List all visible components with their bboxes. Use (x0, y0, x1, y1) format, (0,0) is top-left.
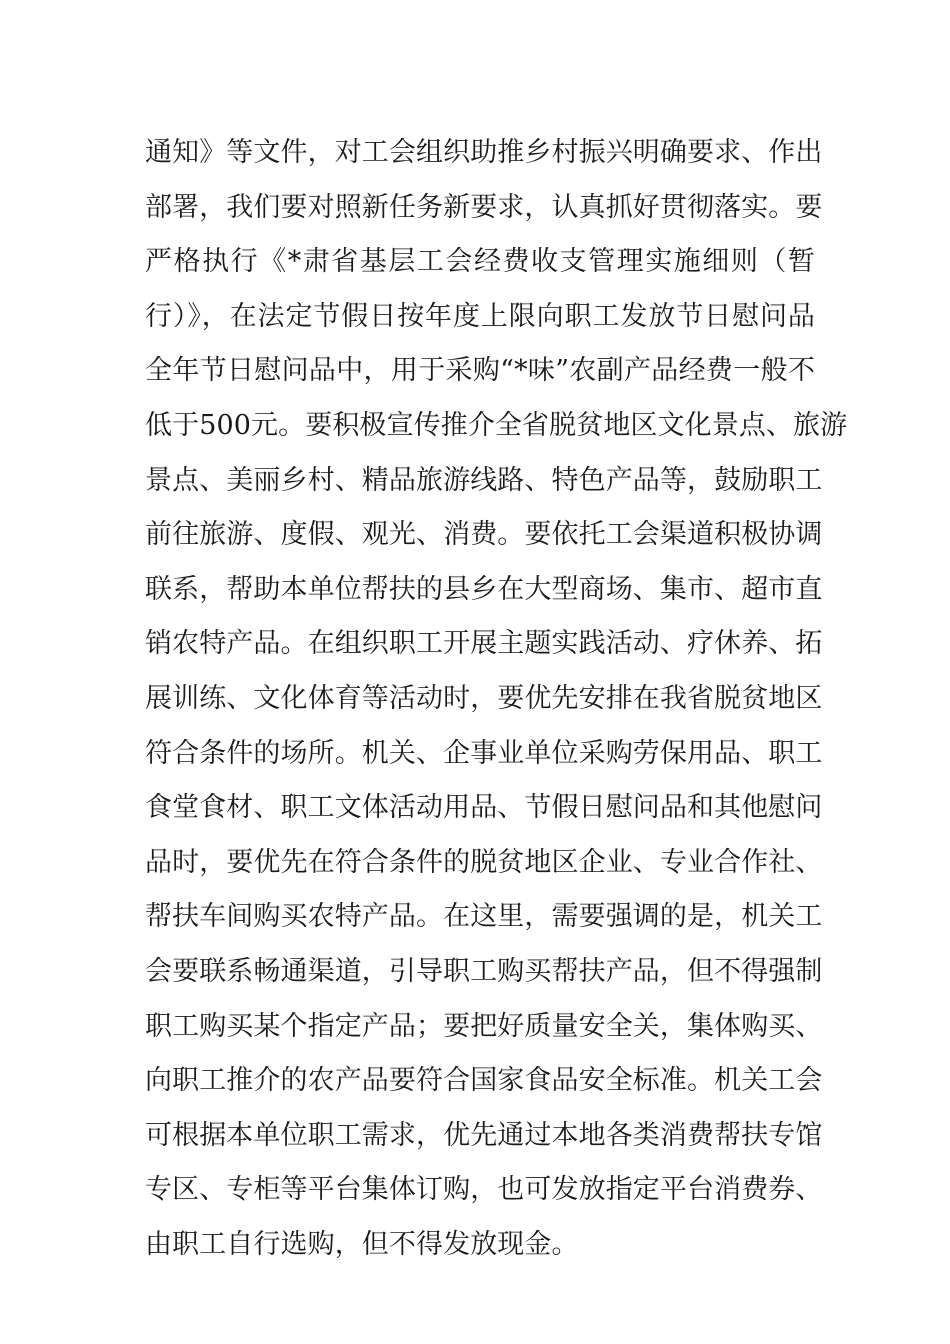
text-line-last: 由职工自行选购，但不得发放现金。 (145, 1228, 579, 1260)
text-line: 通知》等文件，对工会组织助推乡村振兴明确要求、作出 (145, 137, 823, 168)
text-line: 帮扶车间购买农特产品。在这里，需要强调的是，机关工 (145, 901, 823, 933)
text-line: 前往旅游、度假、观光、消费。要依托工会渠道积极协调 (145, 519, 823, 551)
text-line: 职工购买某个指定产品；要把好质量安全关，集体购买、 (145, 1010, 823, 1042)
text-line: 部署，我们要对照新任务新要求，认真抓好贯彻落实。要 (145, 191, 823, 223)
body-paragraph (145, 126, 848, 1272)
text-line: 会要联系畅通渠道，引导职工购买帮扶产品，但不得强制 (145, 955, 823, 987)
text-line: 展训练、文化体育等活动时，要优先安排在我省脱贫地区 (145, 682, 823, 714)
text-line: 向职工推介的农产品要符合国家食品安全标准。机关工会 (145, 1065, 823, 1097)
text-line: 严格执行《*肃省基层工会经费收支管理实施细则（暂 (145, 246, 815, 278)
text-line: 品时，要优先在符合条件的脱贫地区企业、专业合作社、 (145, 846, 823, 878)
text-line: 符合条件的场所。机关、企事业单位采购劳保用品、职工 (145, 737, 823, 769)
text-line: 可根据本单位职工需求，优先通过本地各类消费帮扶专馆 (145, 1119, 823, 1151)
text-line: 景点、美丽乡村、精品旅游线路、特色产品等，鼓励职工 (145, 464, 823, 496)
text-line: 全年节日慰问品中，用于采购“*味”农副产品经费一般不 (145, 355, 815, 387)
text-line: 联系，帮助本单位帮扶的县乡在大型商场、集市、超市直 (145, 573, 823, 605)
text-line: 食堂食材、职工文体活动用品、节假日慰问品和其他慰问 (145, 792, 823, 824)
text-line: 行）》，在法定节假日按年度上限向职工发放节日慰问品 (145, 300, 815, 332)
text-line: 专区、专柜等平台集体订购，也可发放指定平台消费券、 (145, 1174, 823, 1206)
text-line: 销农特产品。在组织职工开展主题实践活动、疗休养、拓 (145, 628, 823, 660)
text-line: 低于500元。要积极宣传推介全省脱贫地区文化景点、旅游 (145, 409, 848, 441)
